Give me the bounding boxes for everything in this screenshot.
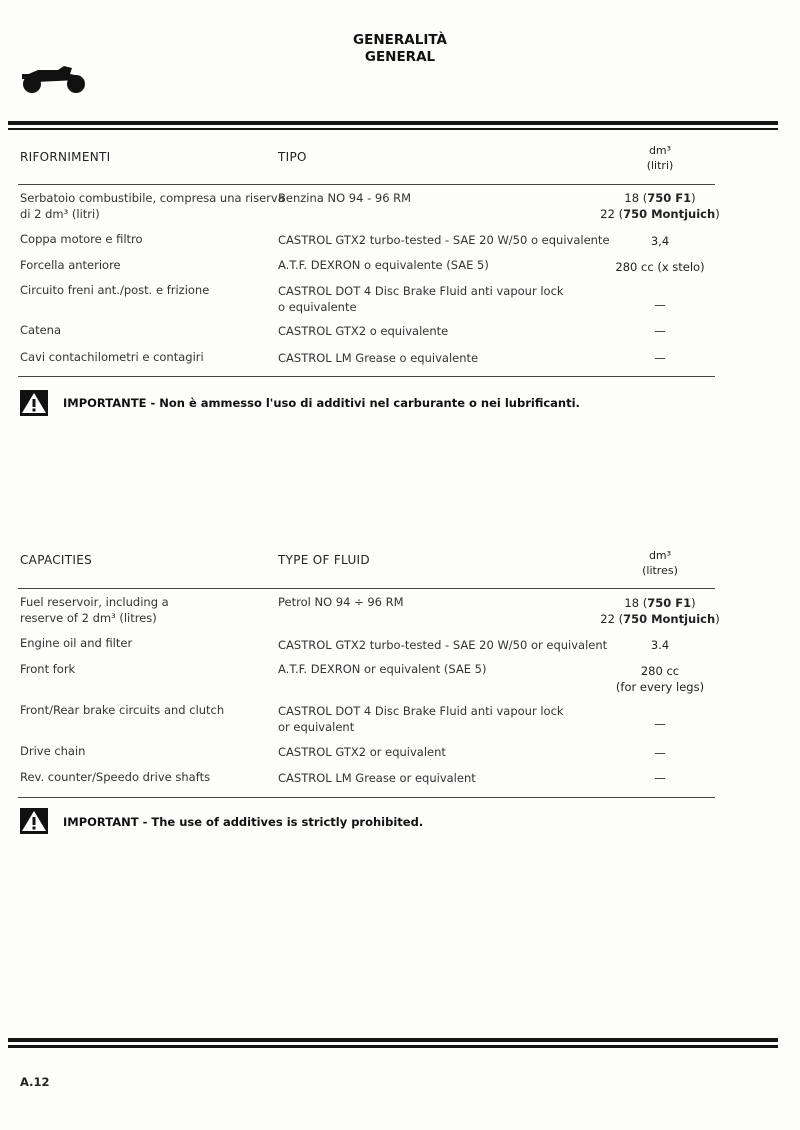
table-row-type: A.T.F. DEXRON o equivalente (SAE 5): [278, 258, 489, 272]
table-footer-divider: [18, 376, 715, 377]
col-header-type-of-fluid: TYPE OF FLUID: [278, 553, 370, 567]
warning-text-english: IMPORTANT - The use of additives is strictly prohibited.: [63, 815, 424, 829]
col-header-capacities: CAPACITIES: [20, 553, 93, 567]
table-row-name: Circuito freni ant./post. e frizione: [20, 283, 210, 297]
table-row-capacity: —: [654, 717, 666, 731]
table-row-name: Catena: [20, 323, 61, 337]
table-row-capacity: 18 (750 F1): [624, 596, 696, 610]
col-header-unit: dm³: [648, 549, 672, 562]
table-row-capacity: —: [654, 298, 666, 312]
table-row-name: Rev. counter/Speedo drive shafts: [20, 770, 211, 784]
table-row-name: Fuel reservoir, including a reserve of 2 dm³ (litres): [20, 595, 169, 625]
footer-rule-thin: [8, 1045, 778, 1048]
table-row-type: CASTROL LM Grease o equivalente: [278, 351, 479, 365]
header-rule-thick: [8, 121, 778, 125]
footer-rule-thick: [8, 1038, 778, 1042]
page-number: A.12: [20, 1075, 50, 1089]
table-row-capacity-2: 22 (750 Montjuich): [600, 207, 720, 221]
col-header-supply: RIFORNIMENTI: [20, 150, 111, 164]
table-row-capacity: 280 cc: [640, 664, 680, 678]
warning-icon: [20, 390, 48, 416]
warning-icon: [20, 808, 48, 834]
table-row-capacity: 280 cc (x stelo): [615, 260, 705, 274]
warning-text-italian: IMPORTANTE - Non è ammesso l'uso di additivi nel carburante o nei lubrificanti.: [63, 396, 580, 410]
table-header-divider: [18, 588, 715, 589]
table-row-type: A.T.F. DEXRON or equivalent (SAE 5): [278, 662, 487, 676]
table-row-capacity: —: [654, 746, 666, 760]
table-row-type: CASTROL DOT 4 Disc Brake Fluid anti vapour lock o equivalente: [278, 284, 564, 314]
table-row-name: Cavi contachilometri e contagiri: [20, 350, 204, 364]
motorcycle-icon: [18, 62, 88, 96]
col-header-unit: dm³: [648, 144, 672, 157]
table-row-name: Front/Rear brake circuits and clutch: [20, 703, 225, 717]
col-header-unit-sub: (litri): [646, 159, 674, 172]
table-row-name: Drive chain: [20, 744, 86, 758]
table-row-capacity: —: [654, 771, 666, 785]
table-row-type: Petrol NO 94 ÷ 96 RM: [278, 595, 404, 609]
table-footer-divider: [18, 797, 715, 798]
table-row-capacity: —: [654, 324, 666, 338]
table-row-type: CASTROL GTX2 or equivalent: [278, 745, 446, 759]
page-title-italian: GENERALITÀ: [353, 32, 447, 48]
table-header-divider: [18, 184, 715, 185]
table-row-type: CASTROL GTX2 turbo-tested - SAE 20 W/50 or equivalent: [278, 638, 608, 652]
table-row-name: Coppa motore e filtro: [20, 232, 143, 246]
table-row-name: Front fork: [20, 662, 76, 676]
table-row-capacity-2: 22 (750 Montjuich): [600, 612, 720, 626]
table-row-name: Engine oil and filter: [20, 636, 133, 650]
table-row-capacity: 3,4: [650, 234, 670, 248]
table-row-name: Forcella anteriore: [20, 258, 121, 272]
table-row-type: CASTROL LM Grease or equivalent: [278, 771, 476, 785]
table-row-capacity: —: [654, 351, 666, 365]
page-title-english: GENERAL: [364, 49, 436, 65]
header-rule-thin: [8, 128, 778, 130]
table-row-type: CASTROL GTX2 turbo-tested - SAE 20 W/50 o equivalente: [278, 233, 610, 247]
table-row-type: CASTROL GTX2 o equivalente: [278, 324, 449, 338]
table-row-capacity: 18 (750 F1): [624, 191, 696, 205]
table-row-capacity: 3.4: [650, 638, 670, 652]
table-row-name: Serbatoio combustibile, compresa una riserva di 2 dm³ (litri): [20, 191, 285, 221]
table-row-capacity-2: (for every legs): [615, 680, 705, 694]
col-header-unit-sub: (litres): [642, 564, 678, 577]
table-row-type: CASTROL DOT 4 Disc Brake Fluid anti vapour lock or equivalent: [278, 704, 564, 734]
table-row-type: Benzina NO 94 - 96 RM: [278, 191, 412, 205]
col-header-type: TIPO: [278, 150, 307, 164]
